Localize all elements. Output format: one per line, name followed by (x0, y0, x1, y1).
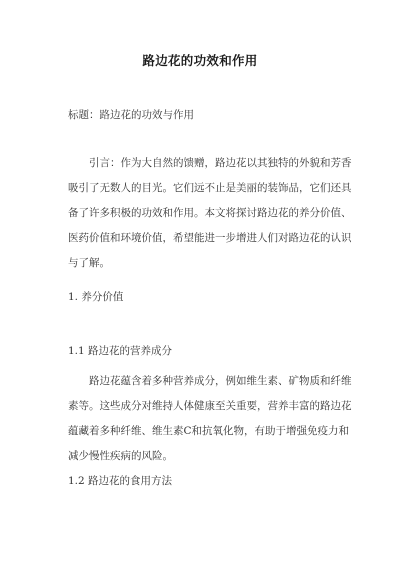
section-1-1-heading: 1.1 路边花的营养成分 (68, 345, 173, 357)
intro-text: 引言：作为大自然的馈赠，路边花以其独特的外貌和芳香吸引了无数人的目光。它们远不止是美丽的装饰品，它们还具备了许多积极的功效和作用。本文将探讨路边花的养分价值、医药价值和环境价值，希望能进一步增进人们对路边花的认识与了解。 (68, 157, 352, 269)
subtitle-line: 标题：路边花的功效与作用 (68, 109, 194, 121)
section-1-heading: 1. 养分价值 (68, 291, 124, 303)
intro-paragraph (68, 151, 352, 276)
section-1-1-text: 路边花蕴含着多种营养成分，例如维生素、矿物质和纤维素等。这些成分对维持人体健康至关重要，营养丰富的路边花蕴藏着多种纤维、维生素C和抗氧化物，有助于增强免疫力和减少慢性疾病的风险。 (68, 375, 352, 462)
section-1-1-paragraph (68, 369, 352, 469)
section-1-2-heading: 1.2 路边花的食用方法 (68, 475, 173, 487)
document-title: 路边花的功效和作用 (142, 53, 258, 68)
